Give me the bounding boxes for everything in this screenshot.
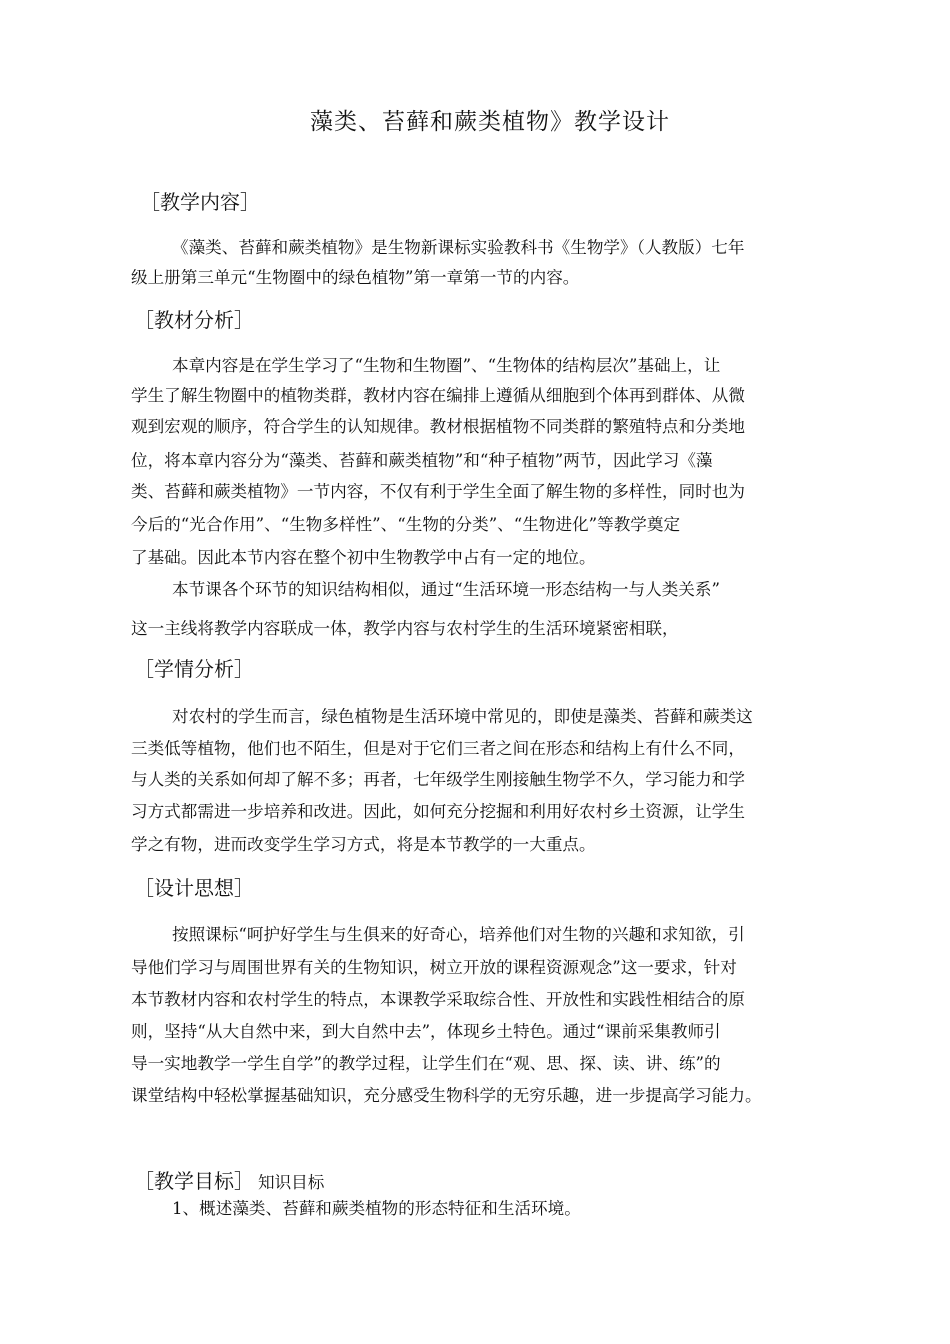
list-item: 1、概述藻类、苔藓和蕨类植物的形态特征和生活环境。 — [172, 1199, 581, 1218]
paragraph-line: 观到宏观的顺序，符合学生的认知规律。教材根据植物不同类群的繁殖特点和分类地 — [131, 417, 745, 436]
paragraph-line: 按照课标“呵护好学生与生俱来的好奇心，培养他们对生物的兴趣和求知欲，引 — [172, 925, 745, 944]
paragraph-line: 本节课各个环节的知识结构相似，通过“生活环境一形态结构一与人类关系” — [172, 580, 720, 599]
section-heading-design-idea: ［设计思想］ — [134, 876, 254, 900]
paragraph-line: 类、苔藓和蕨类植物》一节内容，不仅有利于学生全面了解生物的多样性，同时也为 — [131, 482, 745, 501]
paragraph-line: 学之有物，进而改变学生学习方式，将是本节教学的一大重点。 — [131, 835, 596, 854]
paragraph-line: 与人类的关系如何却了解不多；再者，七年级学生刚接触生物学不久，学习能力和学 — [131, 770, 745, 789]
paragraph-line: 课堂结构中轻松掌握基础知识，充分感受生物科学的无穷乐趣，进一步提高学习能力。 — [131, 1086, 762, 1105]
section-heading-teaching-goals — [134, 1167, 324, 1197]
paragraph-line: 学生了解生物圈中的植物类群，教材内容在编排上遵循从细胞到个体再到群体、从微 — [131, 386, 745, 405]
paragraph-line: 《藻类、苔藓和蕨类植物》是生物新课标实验教科书《生物学》（人教版）七年 — [172, 238, 745, 257]
paragraph-line: 三类低等植物，他们也不陌生，但是对于它们三者之间在形态和结构上有什么不同， — [131, 739, 745, 758]
section-heading-teaching-goals-label: ［教学目标］ — [134, 1169, 254, 1193]
section-heading-textbook-analysis: ［教材分析］ — [134, 308, 254, 332]
paragraph-line: 导他们学习与周围世界有关的生物知识，树立开放的课程资源观念”这一要求，针对 — [131, 958, 737, 977]
section-heading-student-analysis: ［学情分析］ — [134, 657, 254, 681]
paragraph-line: 今后的“光合作用”、“生物多样性”、“生物的分类”、“生物进化”等教学奠定 — [131, 515, 681, 534]
paragraph-line: 级上册第三单元“生物圈中的绿色植物”第一章第一节的内容。 — [131, 268, 580, 287]
paragraph-line: 了基础。因此本节内容在整个初中生物教学中占有一定的地位。 — [131, 548, 596, 567]
paragraph-line: 对农村的学生而言，绿色植物是生活环境中常见的，即使是藻类、苔藓和蕨类这 — [172, 707, 753, 726]
section-heading-teaching-content: ［教学内容］ — [140, 190, 260, 214]
paragraph-line: 本章内容是在学生学习了“生物和生物圈”、“生物体的结构层次”基础上，让 — [172, 356, 721, 375]
paragraph-line: 导一实地教学一学生自学”的教学过程，让学生们在“观、思、探、读、讲、练”的 — [131, 1054, 721, 1073]
document-title: 藻类、苔藓和蕨类植物》教学设计 — [310, 109, 670, 135]
paragraph-line: 本节教材内容和农村学生的特点，本课教学采取综合性、开放性和实践性相结合的原 — [131, 990, 745, 1009]
paragraph-line: 则，坚持“从大自然中来，到大自然中去”，体现乡土特色。通过“课前采集教师引 — [131, 1022, 721, 1041]
knowledge-goals-label: 知识目标 — [258, 1173, 325, 1192]
paragraph-line: 习方式都需进一步培养和改进。因此，如何充分挖掘和利用好农村乡土资源，让学生 — [131, 802, 745, 821]
paragraph-line: 这一主线将教学内容联成一体，教学内容与农村学生的生活环境紧密相联， — [131, 619, 679, 638]
paragraph-line: 位，将本章内容分为“藻类、苔藓和蕨类植物”和“种子植物”两节，因此学习《藻 — [131, 451, 713, 470]
